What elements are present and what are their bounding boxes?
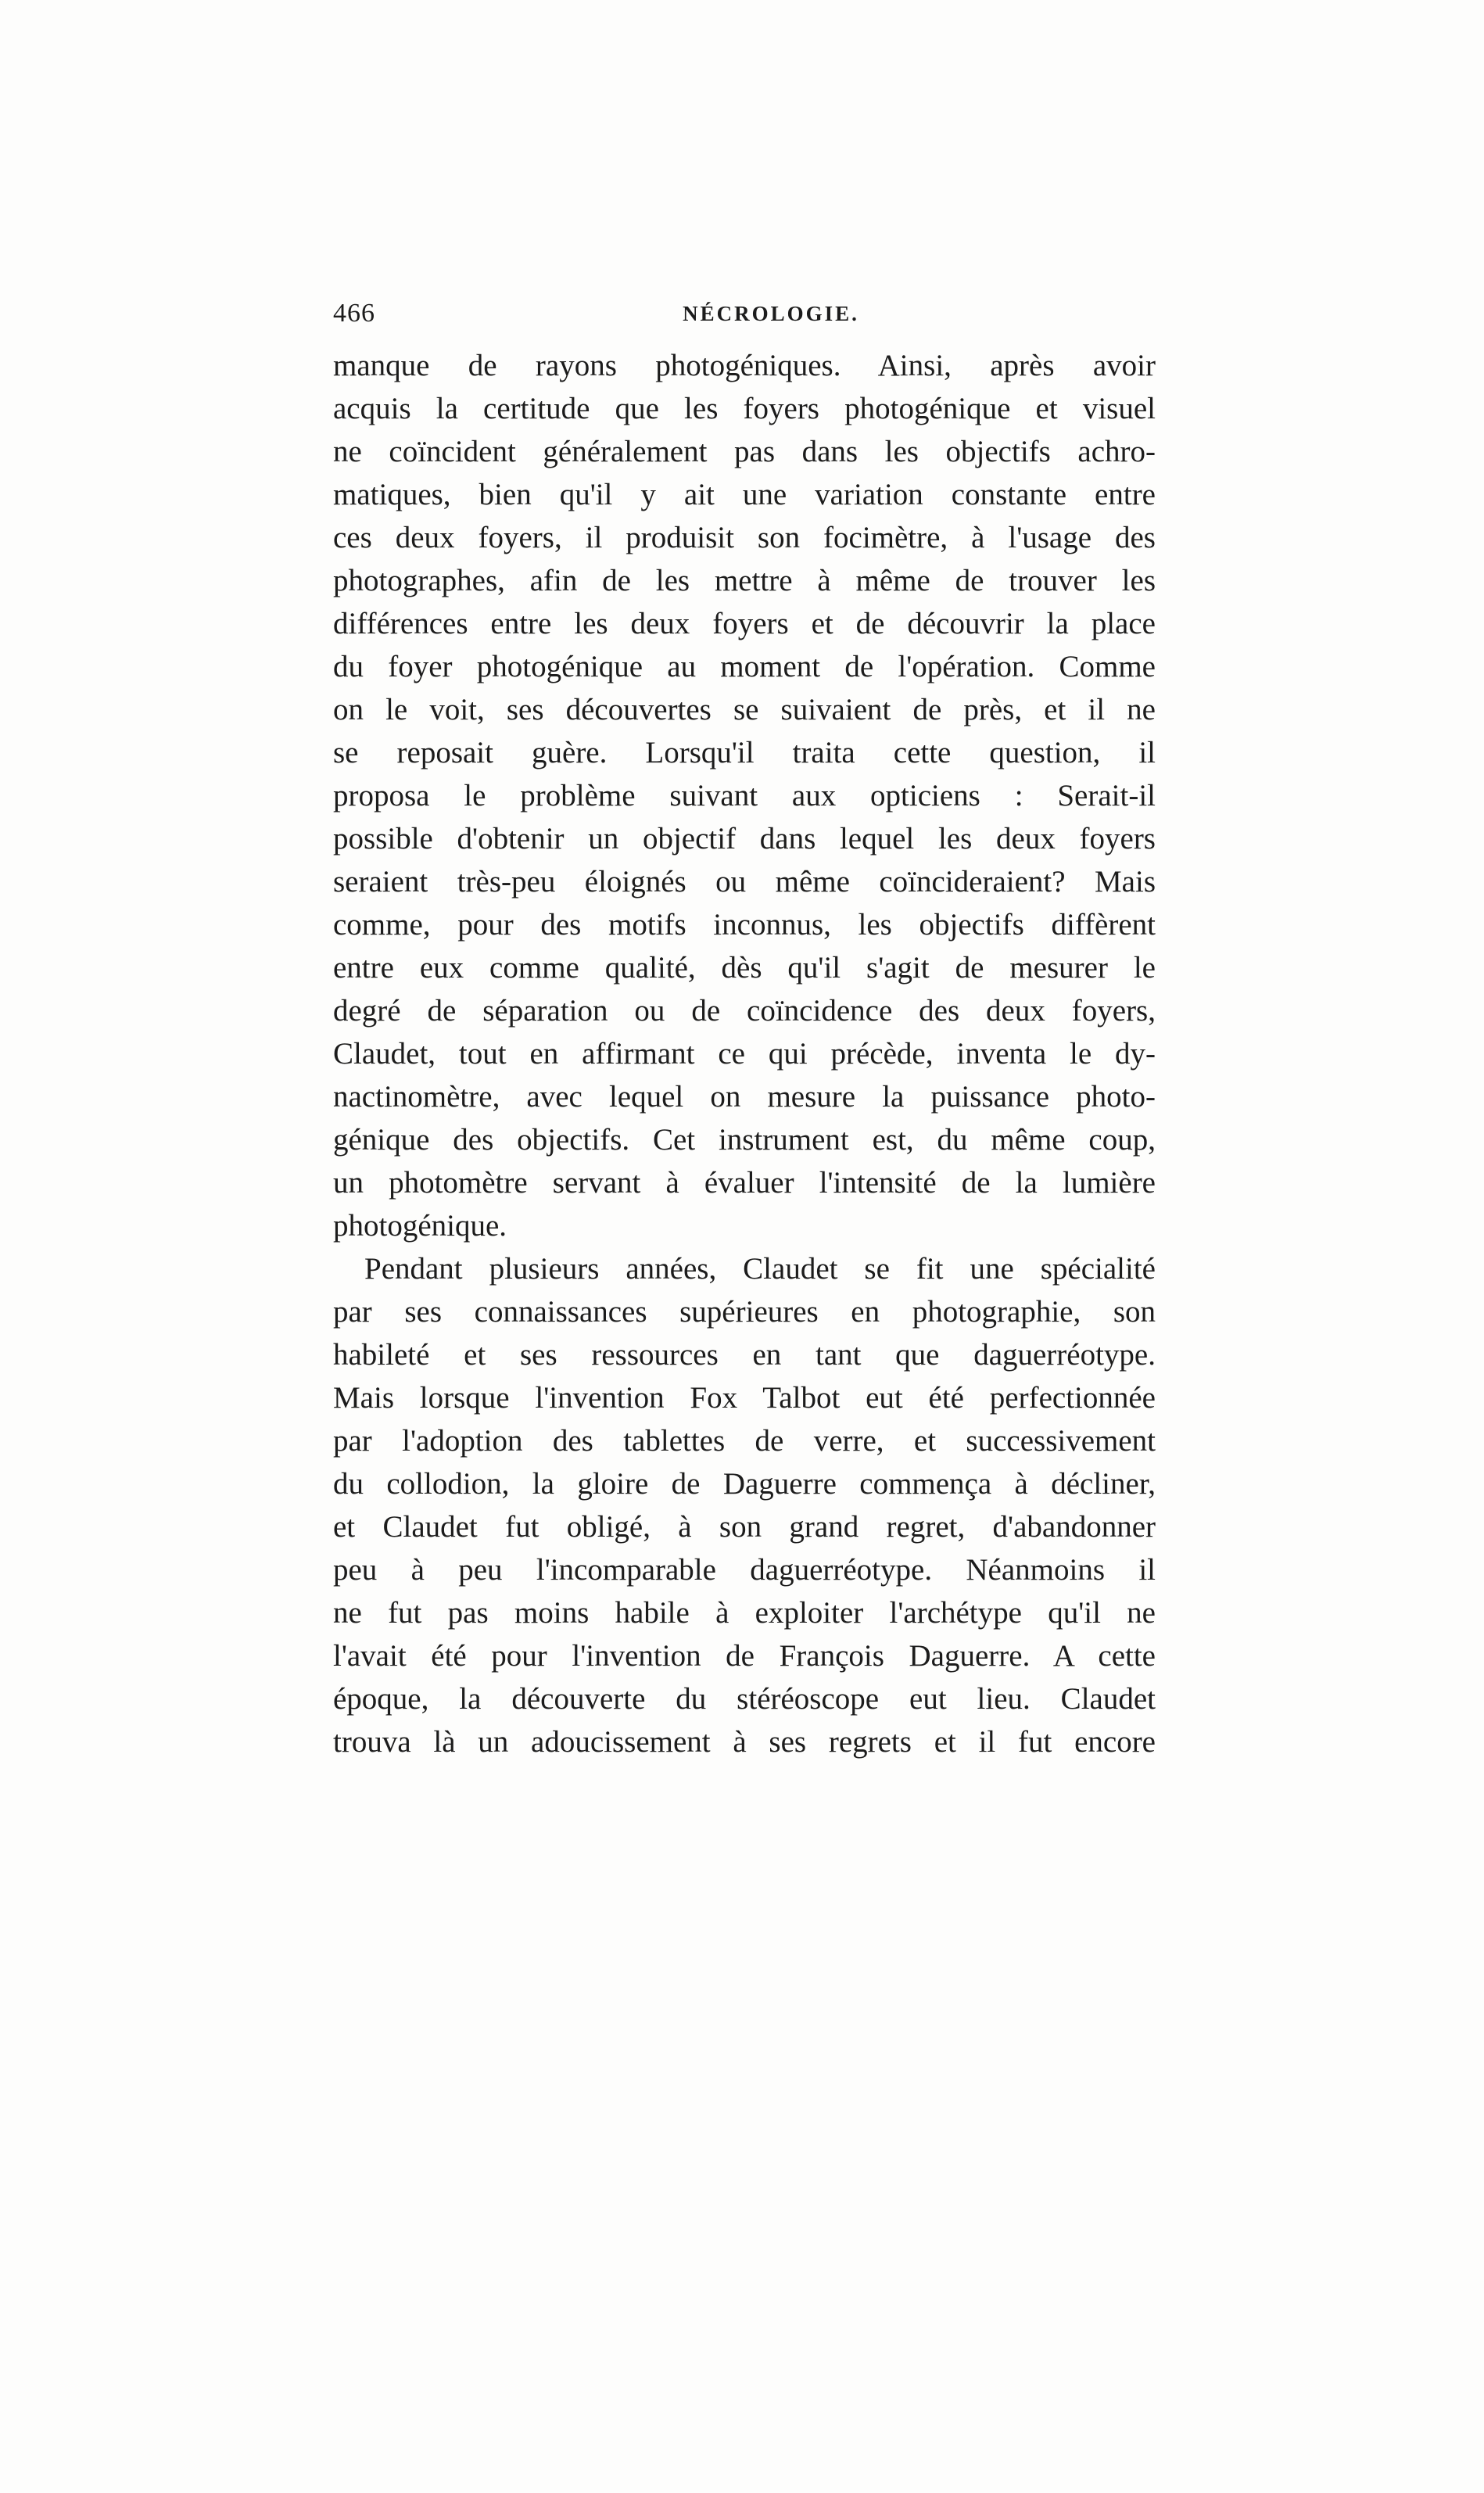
paragraph-start-line: Pendant plusieurs années, Claudet se fit une spécialité [364,1252,1156,1286]
paragraph-end-line: photogénique. [333,1209,507,1243]
text-line: Mais lorsque l'invention Fox Talbot eut été perfectionnée [333,1381,1156,1415]
text-line: Claudet, tout en affirmant ce qui précède, inventa le dy- [333,1037,1156,1071]
text-line: possible d'obtenir un objectif dans lequel les deux foyers [333,822,1156,856]
page-header [333,294,1156,333]
text-line: ne fut pas moins habile à exploiter l'archétype qu'il ne [333,1596,1156,1630]
text-line: comme, pour des motifs inconnus, les objectifs diffèrent [333,908,1156,942]
text-line: époque, la découverte du stéréoscope eut lieu. Claudet [333,1682,1156,1716]
text-line: on le voit, ses découvertes se suivaient de près, et il ne [333,693,1156,726]
text-line: ces deux foyers, il produisit son focimètre, à l'usage des [333,521,1156,554]
running-title: NÉCROLOGIE. [683,302,859,325]
text-line: du foyer photogénique au moment de l'opération. Comme [333,650,1156,683]
text-line: un photomètre servant à évaluer l'intensité de la lumière [333,1166,1156,1200]
text-line: matiques, bien qu'il y ait une variation constante entre [333,478,1156,511]
text-line: trouva là un adoucissement à ses regrets et il fut encore [333,1725,1156,1759]
text-line: par ses connaissances supérieures en photographie, son [333,1295,1156,1329]
page-number: 466 [333,299,375,328]
text-line: différences entre les deux foyers et de découvrir la place [333,607,1156,640]
text-line: du collodion, la gloire de Daguerre commença à décliner, [333,1467,1156,1501]
text-line: degré de séparation ou de coïncidence des deux foyers, [333,994,1156,1028]
text-line: peu à peu l'incomparable daguerréotype. Néanmoins il [333,1553,1156,1587]
text-line: et Claudet fut obligé, à son grand regret, d'abandonner [333,1510,1156,1544]
text-line: ne coïncident généralement pas dans les objectifs achro- [333,435,1156,468]
text-line: génique des objectifs. Cet instrument est, du même coup, [333,1123,1156,1157]
text-line: nactinomètre, avec lequel on mesure la puissance photo- [333,1080,1156,1114]
text-line: seraient très-peu éloignés ou même coïncideraient? Mais [333,865,1156,899]
text-line: photographes, afin de les mettre à même de trouver les [333,564,1156,597]
body-text [333,344,1156,1763]
text-line: l'avait été pour l'invention de François Daguerre. A cette [333,1639,1156,1673]
text-line: entre eux comme qualité, dès qu'il s'agit de mesurer le [333,951,1156,985]
text-line: se reposait guère. Lorsqu'il traita cette question, il [333,736,1156,769]
text-line: acquis la certitude que les foyers photogénique et visuel [333,392,1156,425]
text-line: manque de rayons photogéniques. Ainsi, après avoir [333,349,1156,382]
text-line: par l'adoption des tablettes de verre, et successivement [333,1424,1156,1458]
text-line: proposa le problème suivant aux opticiens : Serait-il [333,779,1156,812]
text-line: habileté et ses ressources en tant que daguerréotype. [333,1338,1156,1372]
